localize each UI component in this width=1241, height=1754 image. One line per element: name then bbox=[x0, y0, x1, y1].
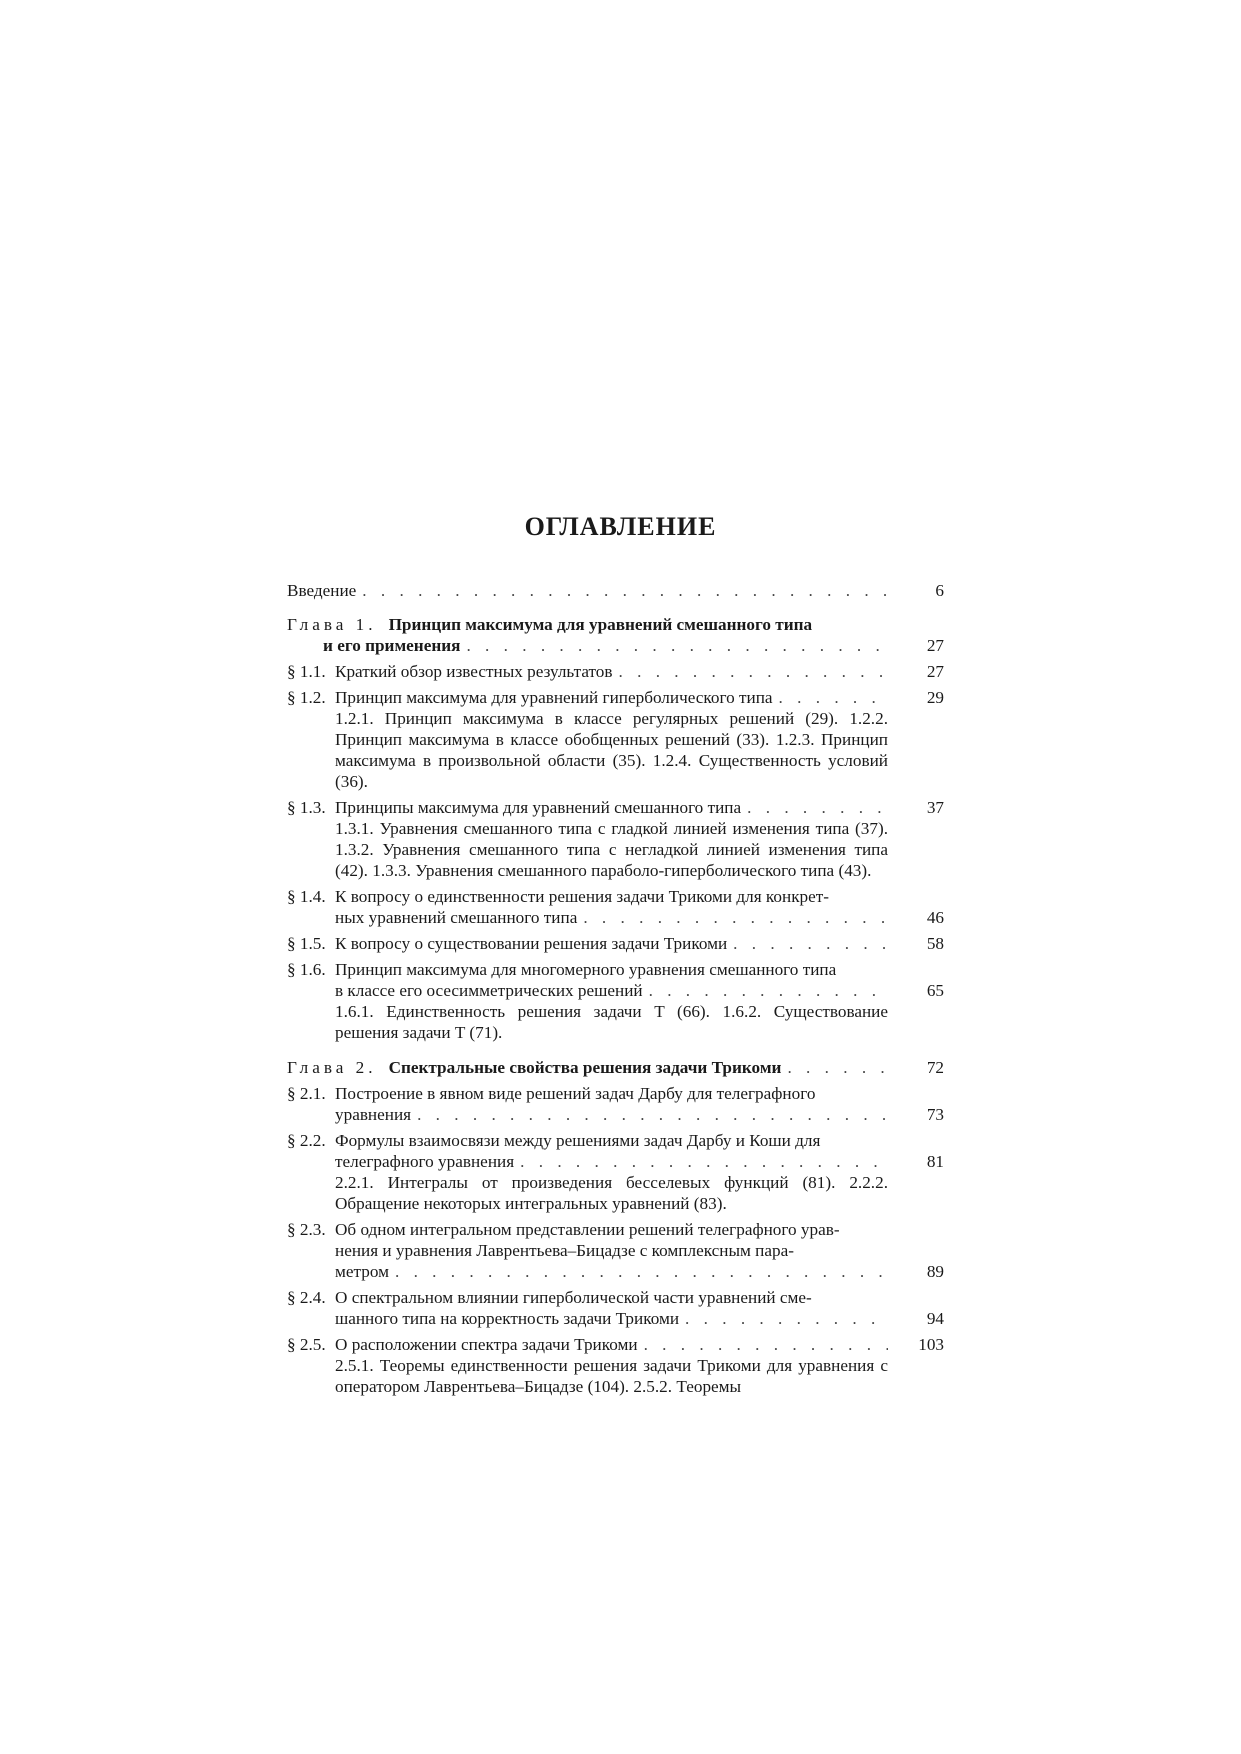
section-number: § 1.6. bbox=[287, 960, 326, 979]
section-number: § 1.1. bbox=[287, 662, 326, 681]
section-number: § 2.4. bbox=[287, 1288, 326, 1307]
section-number: § 2.3. bbox=[287, 1220, 326, 1239]
page-number: 103 bbox=[918, 1335, 944, 1354]
table-of-contents bbox=[287, 580, 944, 1402]
page-number: 89 bbox=[926, 1262, 944, 1281]
leader-dots bbox=[520, 1151, 888, 1172]
page-number: 46 bbox=[926, 908, 944, 927]
leader-dots bbox=[649, 980, 888, 1001]
section-number: § 2.5. bbox=[287, 1335, 326, 1354]
page-number: 27 bbox=[926, 662, 944, 681]
page-number: 6 bbox=[935, 581, 944, 600]
toc-section-1-6[interactable] bbox=[287, 959, 944, 1043]
section-number: § 1.3. bbox=[287, 798, 326, 817]
section-title: Принцип максимума для многомерного уравнения смешанного типа bbox=[335, 960, 837, 979]
toc-chapter-2[interactable] bbox=[287, 1057, 944, 1078]
section-title-cont: нения и уравнения Лаврентьева–Бицадзе с комплексным пара- bbox=[335, 1241, 794, 1260]
section-title: Об одном интегральном представлении решений телеграфного урав- bbox=[335, 1220, 840, 1239]
section-title: К вопросу о единственности решения задачи Трикоми для конкрет- bbox=[335, 887, 830, 906]
section-title-cont: ных уравнений смешанного типа bbox=[335, 908, 578, 927]
toc-section-2-5[interactable] bbox=[287, 1334, 944, 1397]
toc-section-2-2[interactable] bbox=[287, 1130, 944, 1214]
chapter-title: Принцип максимума для уравнений смешанного типа bbox=[388, 615, 813, 634]
toc-section-2-1[interactable] bbox=[287, 1083, 944, 1125]
chapter-title-cont: и его применения bbox=[323, 636, 461, 655]
toc-entry-introduction[interactable] bbox=[287, 580, 944, 601]
page-number: 94 bbox=[926, 1309, 944, 1328]
section-title: Принципы максимума для уравнений смешанного типа bbox=[335, 798, 742, 817]
subsection-list: 2.2.1. Интегралы от произведения бесселевых функций (81). 2.2.2. Обращение некоторых интегральных уравнений (83). bbox=[335, 1173, 888, 1213]
section-number: § 1.4. bbox=[287, 887, 326, 906]
chapter-label: Глава 1. bbox=[287, 615, 377, 634]
page-number: 27 bbox=[926, 636, 944, 655]
section-title-end: метром bbox=[335, 1262, 389, 1281]
leader-dots bbox=[787, 1057, 888, 1078]
section-number: § 1.2. bbox=[287, 688, 326, 707]
section-title: К вопросу о существовании решения задачи Трикоми bbox=[335, 934, 728, 953]
section-title: Краткий обзор известных результатов bbox=[335, 662, 613, 681]
leader-dots bbox=[466, 635, 888, 656]
section-title-cont: уравнения bbox=[335, 1105, 412, 1124]
leader-dots bbox=[619, 661, 889, 682]
leader-dots bbox=[747, 797, 888, 818]
section-number: § 2.1. bbox=[287, 1084, 326, 1103]
section-title-cont: телеграфного уравнения bbox=[335, 1152, 515, 1171]
toc-section-1-4[interactable] bbox=[287, 886, 944, 928]
toc-chapter-1[interactable] bbox=[287, 614, 944, 656]
subsection-list: 1.6.1. Единственность решения задачи T (66). 1.6.2. Существование решения задачи T (71). bbox=[335, 1002, 888, 1042]
leader-dots bbox=[362, 580, 888, 601]
subsection-list: 1.3.1. Уравнения смешанного типа с гладкой линией изменения типа (37). 1.3.2. Уравнения смешанного типа с негладкой линией изменения типа (42). 1.3.3. Уравнения смешанного параболо-гиперболического типа (43). bbox=[335, 819, 888, 880]
page-number: 73 bbox=[926, 1105, 944, 1124]
section-title: О спектральном влиянии гиперболической части уравнений сме- bbox=[335, 1288, 812, 1307]
entry-title: Введение bbox=[287, 581, 357, 600]
section-number: § 1.5. bbox=[287, 934, 326, 953]
leader-dots bbox=[733, 933, 888, 954]
section-title-cont: шанного типа на корректность задачи Трикоми bbox=[335, 1309, 680, 1328]
toc-section-1-2[interactable] bbox=[287, 687, 944, 792]
chapter-label: Глава 2. bbox=[287, 1058, 377, 1077]
section-title: О расположении спектра задачи Трикоми bbox=[335, 1335, 638, 1354]
section-number: § 2.2. bbox=[287, 1131, 326, 1150]
leader-dots bbox=[779, 687, 888, 708]
page-number: 81 bbox=[926, 1152, 944, 1171]
section-title: Формулы взаимосвязи между решениями задач Дарбу и Коши для bbox=[335, 1131, 821, 1150]
toc-section-1-5[interactable] bbox=[287, 933, 944, 954]
page-number: 65 bbox=[926, 981, 944, 1000]
page-number: 37 bbox=[926, 798, 944, 817]
subsection-list: 1.2.1. Принцип максимума в классе регулярных решений (29). 1.2.2. Принцип максимума в классе обобщенных решений (33). 1.2.3. Принцип максимума в произвольной области (35). 1.2.4. Существенность условий (36). bbox=[335, 709, 888, 791]
section-title: Построение в явном виде решений задач Дарбу для телеграфного bbox=[335, 1084, 816, 1103]
leader-dots bbox=[644, 1334, 888, 1355]
page-title: ОГЛАВЛЕНИЕ bbox=[524, 512, 717, 541]
toc-section-1-1[interactable] bbox=[287, 661, 944, 682]
leader-dots bbox=[583, 907, 888, 928]
subsection-list: 2.5.1. Теоремы единственности решения задачи Трикоми для уравнения с оператором Лаврентьева–Бицадзе (104). 2.5.2. Теоремы bbox=[335, 1356, 888, 1396]
page-number: 58 bbox=[926, 934, 944, 953]
leader-dots bbox=[395, 1261, 888, 1282]
toc-section-1-3[interactable] bbox=[287, 797, 944, 881]
toc-section-2-4[interactable] bbox=[287, 1287, 944, 1329]
leader-dots bbox=[685, 1308, 888, 1329]
leader-dots bbox=[417, 1104, 888, 1125]
page-number: 72 bbox=[926, 1058, 944, 1077]
section-title-cont: в классе его осесимметрических решений bbox=[335, 981, 643, 1000]
page-number: 29 bbox=[926, 688, 944, 707]
chapter-title: Спектральные свойства решения задачи Трикоми bbox=[388, 1058, 782, 1077]
section-title: Принцип максимума для уравнений гиперболического типа bbox=[335, 688, 773, 707]
toc-section-2-3[interactable] bbox=[287, 1219, 944, 1282]
